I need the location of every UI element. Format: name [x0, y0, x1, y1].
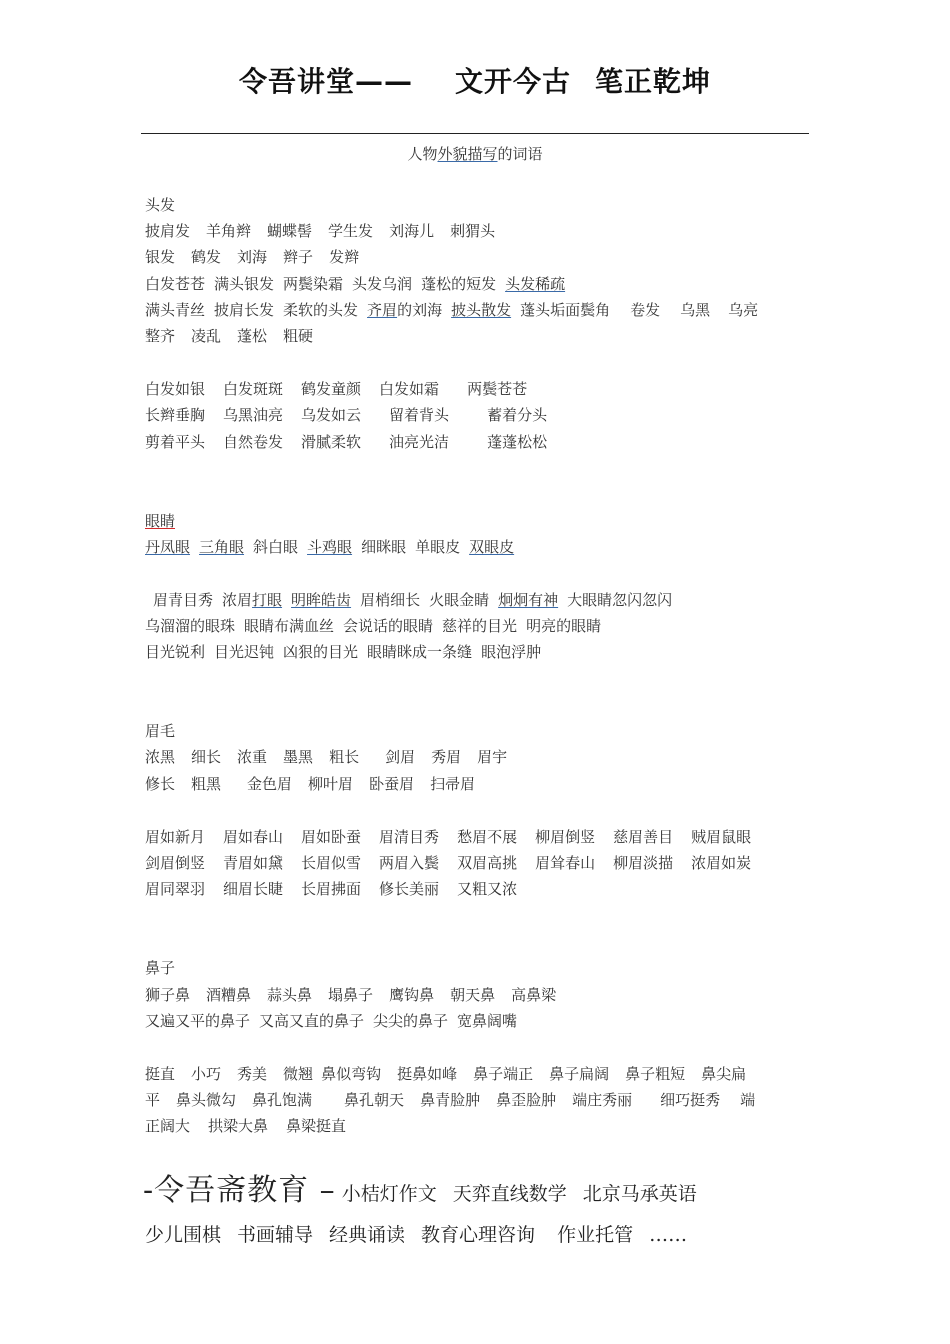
word: 留着背头: [389, 406, 450, 424]
brows-row-2: [145, 774, 475, 794]
word: 粗硬: [283, 327, 314, 345]
footer-item: 教育心理咨询: [421, 1224, 536, 1246]
word: 鼻似弯钩: [321, 1065, 382, 1083]
word: 乌亮: [728, 301, 759, 319]
word: 白发斑斑: [223, 380, 284, 398]
word: 狮子鼻: [145, 986, 191, 1004]
header-brand: 令吾讲堂——: [238, 65, 413, 98]
word: 鼻子粗短: [625, 1065, 686, 1083]
word: 头发乌润: [352, 275, 413, 293]
header-rule: [141, 133, 809, 134]
word: 平: [145, 1091, 161, 1109]
word: 学生发: [328, 222, 374, 240]
word: 蒜头鼻: [267, 986, 313, 1004]
word: 眼泡浮肿: [481, 643, 542, 661]
section-heading-eyes: [145, 511, 175, 531]
word: 拱梁大鼻: [208, 1117, 269, 1135]
title-pre: 人物: [407, 145, 438, 163]
word: 贼眉鼠眼: [691, 828, 752, 846]
word-link[interactable]: 炯炯有神: [498, 591, 559, 609]
word: 鼻青脸肿: [420, 1091, 481, 1109]
footer-brand: -令吾斋教育 –: [143, 1173, 336, 1208]
word: 满头青丝: [145, 301, 206, 319]
word: 卧蚕眉: [369, 775, 415, 793]
word-link[interactable]: 齐眉: [367, 301, 398, 319]
word: 挺鼻如峰: [397, 1065, 458, 1083]
word: 微翘: [283, 1065, 314, 1083]
word: 秀眉: [431, 748, 462, 766]
word: 鹤发童颜: [301, 380, 362, 398]
eyes-row-4: [145, 642, 550, 662]
word: 挺直: [145, 1065, 176, 1083]
word: 宽鼻阔嘴: [457, 1012, 518, 1030]
nose-row-1: [145, 985, 556, 1005]
word: 愁眉不展: [457, 828, 518, 846]
word: 白发如银: [145, 380, 206, 398]
word: 长眉似雪: [301, 854, 362, 872]
eyes-row-1: [145, 537, 523, 557]
hair-row-4: [145, 300, 767, 320]
word: 眉如卧蚕: [301, 828, 362, 846]
word: 两眉入鬓: [379, 854, 440, 872]
word-link[interactable]: 三角眼: [199, 538, 245, 556]
footer-item: 天弈直线数学: [452, 1183, 567, 1205]
word: 粗黑: [191, 775, 222, 793]
word: 辫子: [283, 248, 314, 266]
word: 眼睛布满血丝: [244, 617, 335, 635]
word: 鼻子端正: [473, 1065, 534, 1083]
word-link[interactable]: 丹凤眼: [145, 538, 191, 556]
word: 塌鼻子: [328, 986, 374, 1004]
word: 蓬松的短发: [421, 275, 497, 293]
word: 浓重: [237, 748, 268, 766]
word: 墨黑: [283, 748, 314, 766]
word: 满头银发: [214, 275, 275, 293]
word: 高鼻梁: [511, 986, 557, 1004]
footer-brand-line: [143, 1165, 697, 1209]
word: 细长: [191, 748, 222, 766]
word: 鹤发: [191, 248, 222, 266]
word: 浓眉: [222, 591, 253, 609]
word: 火眼金睛: [429, 591, 490, 609]
brows-row-1: [145, 747, 507, 767]
word: 鼻头微勾: [176, 1091, 237, 1109]
word: 扫帚眉: [430, 775, 476, 793]
word: 柳眉淡描: [613, 854, 674, 872]
footer-item: 经典诵读: [329, 1224, 406, 1246]
word: 蝴蝶髻: [267, 222, 313, 240]
section-heading-nose: 鼻子: [145, 959, 176, 977]
word: 又粗又浓: [457, 880, 518, 898]
word: 眼睛眯成一条缝: [367, 643, 473, 661]
nose-row-2: [145, 1011, 526, 1031]
word: 剑眉倒竖: [145, 854, 206, 872]
hair-row-7: [145, 405, 565, 425]
word: 细眉长睫: [223, 880, 284, 898]
nose-row-4: [145, 1090, 755, 1110]
word: 鼻孔饱满: [252, 1091, 313, 1109]
footer-item: 北京马承英语: [582, 1183, 697, 1205]
word: 刺猬头: [450, 222, 496, 240]
word: 酒糟鼻: [206, 986, 252, 1004]
word: 又遍又平的鼻子: [145, 1012, 251, 1030]
word: 细巧挺秀: [660, 1091, 721, 1109]
word: 明亮的眼睛: [526, 617, 602, 635]
section-heading-brows: 眉毛: [145, 722, 176, 740]
word: 端: [740, 1091, 756, 1109]
page-header: [0, 60, 950, 100]
eyes-row-3: [145, 616, 610, 636]
word-link[interactable]: 头发稀疏: [505, 275, 566, 293]
footer-services-line: [145, 1220, 703, 1247]
word: 蓬松: [237, 327, 268, 345]
word: 凌乱: [191, 327, 222, 345]
brows-row-4: [145, 853, 769, 873]
word: 鼻歪脸肿: [496, 1091, 557, 1109]
hair-row-2: [145, 247, 359, 267]
hair-row-5: [145, 326, 313, 346]
footer-item: 少儿围棋: [145, 1224, 222, 1246]
word: 长眉拂面: [301, 880, 362, 898]
word: 单眼皮: [415, 538, 461, 556]
word: 刘海儿: [389, 222, 435, 240]
word: 粗长: [329, 748, 360, 766]
word: 发辫: [329, 248, 360, 266]
word: 整齐: [145, 327, 176, 345]
word: 两鬓苍苍: [467, 380, 528, 398]
word: 披肩发: [145, 222, 191, 240]
word: 凶狠的目光: [283, 643, 359, 661]
word-link[interactable]: 披头散发: [451, 301, 512, 319]
heading-eyes-text: 眼睛: [145, 512, 176, 530]
word: 鼻尖扁: [701, 1065, 747, 1083]
word: 金色眉: [247, 775, 293, 793]
word: 披肩长发: [214, 301, 275, 319]
word: 会说话的眼睛: [343, 617, 434, 635]
word: 眉青目秀: [153, 591, 214, 609]
eyes-row-2: [153, 590, 681, 610]
word: 尖尖的鼻子: [373, 1012, 449, 1030]
word: 白发如霜: [379, 380, 440, 398]
footer-item: 小桔灯作文: [341, 1183, 437, 1205]
header-motto-2: 笔正乾坤: [595, 65, 712, 98]
word-link[interactable]: 双眼皮: [469, 538, 515, 556]
brows-row-3: [145, 827, 769, 847]
word: 的刘海: [397, 301, 443, 319]
word: 鼻孔朝天: [344, 1091, 405, 1109]
word: 蓄着分头: [487, 406, 548, 424]
word: 鹰钩鼻: [389, 986, 435, 1004]
footer-item: 作业托管: [557, 1224, 634, 1246]
word: 鼻子扁阔: [549, 1065, 610, 1083]
hair-row-6: [145, 379, 545, 399]
word: 眉梢细长: [360, 591, 421, 609]
word: 两鬓染霜: [283, 275, 344, 293]
word: 蓬蓬松松: [487, 433, 548, 451]
word: 大眼睛忽闪忽闪: [567, 591, 673, 609]
word: 小巧: [191, 1065, 222, 1083]
word-link[interactable]: 斗鸡眼: [307, 538, 353, 556]
word: 剑眉: [385, 748, 416, 766]
word: 端庄秀丽: [572, 1091, 633, 1109]
word-link[interactable]: 明眸皓齿: [291, 591, 352, 609]
page-title: [0, 143, 950, 164]
brows-row-5: [145, 879, 535, 899]
word: 青眉如黛: [223, 854, 284, 872]
word: 乌黑油亮: [223, 406, 284, 424]
hair-row-3: [145, 274, 574, 294]
word: 乌黑: [680, 301, 711, 319]
title-post: 的词语: [497, 145, 543, 163]
nose-row-3: [145, 1064, 746, 1084]
word-link[interactable]: 打眼: [252, 591, 283, 609]
hair-row-1: [145, 221, 495, 241]
footer-item: 书画辅导: [237, 1224, 314, 1246]
word: 双眉高挑: [457, 854, 518, 872]
word: 修长: [145, 775, 176, 793]
word: 鼻梁挺直: [286, 1117, 347, 1135]
word: 浓眉如炭: [691, 854, 752, 872]
nose-row-5: [145, 1116, 364, 1136]
word: 又高又直的鼻子: [259, 1012, 365, 1030]
word: 慈眉善目: [613, 828, 674, 846]
word: 目光迟钝: [214, 643, 275, 661]
word: 剪着平头: [145, 433, 206, 451]
word: 柔软的头发: [283, 301, 359, 319]
word: 滑腻柔软: [301, 433, 362, 451]
word: 眉宇: [477, 748, 508, 766]
word: 正阔大: [145, 1117, 191, 1135]
word: 细眯眼: [361, 538, 407, 556]
word: 柳眉倒竖: [535, 828, 596, 846]
footer-item: ……: [649, 1224, 688, 1246]
word: 乌发如云: [301, 406, 362, 424]
word: 秀美: [237, 1065, 268, 1083]
word: 朝天鼻: [450, 986, 496, 1004]
title-link[interactable]: 外貌描写: [437, 145, 498, 163]
word: 斜白眼: [253, 538, 299, 556]
word: 刘海: [237, 248, 268, 266]
word: 浓黑: [145, 748, 176, 766]
word: 自然卷发: [223, 433, 284, 451]
word: 白发苍苍: [145, 275, 206, 293]
header-motto-1: 文开今古: [454, 65, 571, 98]
word: 羊角辫: [206, 222, 252, 240]
section-heading-hair: 头发: [145, 196, 176, 214]
word: 油亮光洁: [389, 433, 450, 451]
word: 目光锐利: [145, 643, 206, 661]
word: 眉耸春山: [535, 854, 596, 872]
word: 银发: [145, 248, 176, 266]
word: 眉同翠羽: [145, 880, 206, 898]
word: 眉清目秀: [379, 828, 440, 846]
word: 蓬头垢面鬓角: [520, 301, 611, 319]
word: 卷发: [630, 301, 661, 319]
hair-row-8: [145, 432, 565, 452]
word: 慈祥的目光: [442, 617, 518, 635]
word: 修长美丽: [379, 880, 440, 898]
word: 乌溜溜的眼珠: [145, 617, 236, 635]
word: 眉如新月: [145, 828, 206, 846]
word: 长辫垂胸: [145, 406, 206, 424]
word: 柳叶眉: [308, 775, 354, 793]
word: 眉如春山: [223, 828, 284, 846]
